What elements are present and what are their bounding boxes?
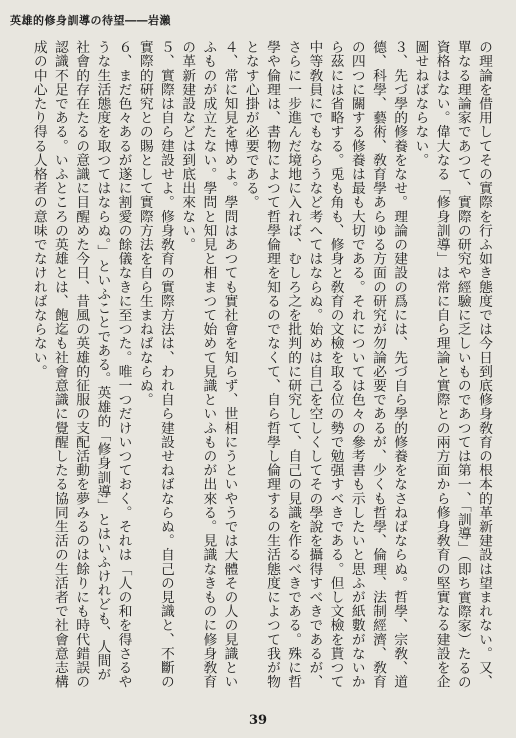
paragraph-item-5: ５、實際は自ら建設せよ。修身敎育の實際方法は、われ自ら建設せねばならぬ。自己の見識と、不斷の實際的硏究との賜として實際方法を自ら生まねばならぬ。 [136, 40, 174, 689]
page-number: 39 [248, 713, 268, 728]
paragraph-item-3: ３、先づ學的修養をなせ。理論の建設の爲には、先づ自ら學的修養をなさねばならぬ。哲學、宗敎、道德、科學、藝術、敎育學あらゆる方面の研究が勿論必要であるが、少くも哲學、倫理、法制經濟、敎育の四つに關する修養は最も大切である。それについては色々の參考書も示したいと思ふが紙數がないから茲には省略する。兎も角も、修身と敎育の文檢を取る位の勢で勉强すべきである。但し文檢を貰つて中等敎員にでもならうなど考へてはならぬ。始めは自己を空しくしてその學說を攝得すべきであるが、さらに一步進んだ境地に入れば、むしろ之を批判的に研究して、自己の見識を作るべきである。殊に哲學や倫理は、書物によつて哲學倫理を知るのでなくて、自ら哲學し倫理するの生活態度によつて我が物となす心掛が必要である。 [242, 40, 408, 689]
paragraph-item-4: ４、常に知見を博めよ。學問はあつても實社會を知らず、世相にうといやうでは大體その人の見識といふものが成立たない。學問と知見と相まつて始めて見識といふものが出來る。見識なきものに修身敎育の革新建設などは到底出來ない。 [179, 40, 238, 689]
running-title: 英雄的修身訓導の待望――岩瀨 [10, 14, 171, 27]
paragraph-continued: の理論を借用してその實際を行ふ如き態度では今日到底修身敎育の根本的革新建設は望まれない。又、單なる理論家であつて、實際の研究や經驗に乏しいものであつては第一、「訓導」（即ち實際家）たるの資格はない。偉大なる「修身訓導」は常に自ら理論と實際との兩方面から修身敎育の堅實なる建設を企圖せねばならない。 [412, 40, 492, 689]
paragraph-item-6: ６、まだ色々あるが遂に割愛の餘儀なきに至つた。唯一つだけいつておく。それは「人の和を得さるやうな生活態度を取つてはならぬ。」といふことである。英雄的「修身訓導」とはいふけれども、人間が社會的存在たるの意識に目醒めた今日、昔風の英雄的征服の支配活動を夢みるのは餘りにも時代錯誤の認識不足である。いふところの英雄とは、飽迄も社會意識に覺醒したる協同生活の生活者で社會意志構成の中心たり得る人格者の意味でなければならない。 [30, 40, 132, 689]
vertical-body-text [14, 40, 494, 690]
